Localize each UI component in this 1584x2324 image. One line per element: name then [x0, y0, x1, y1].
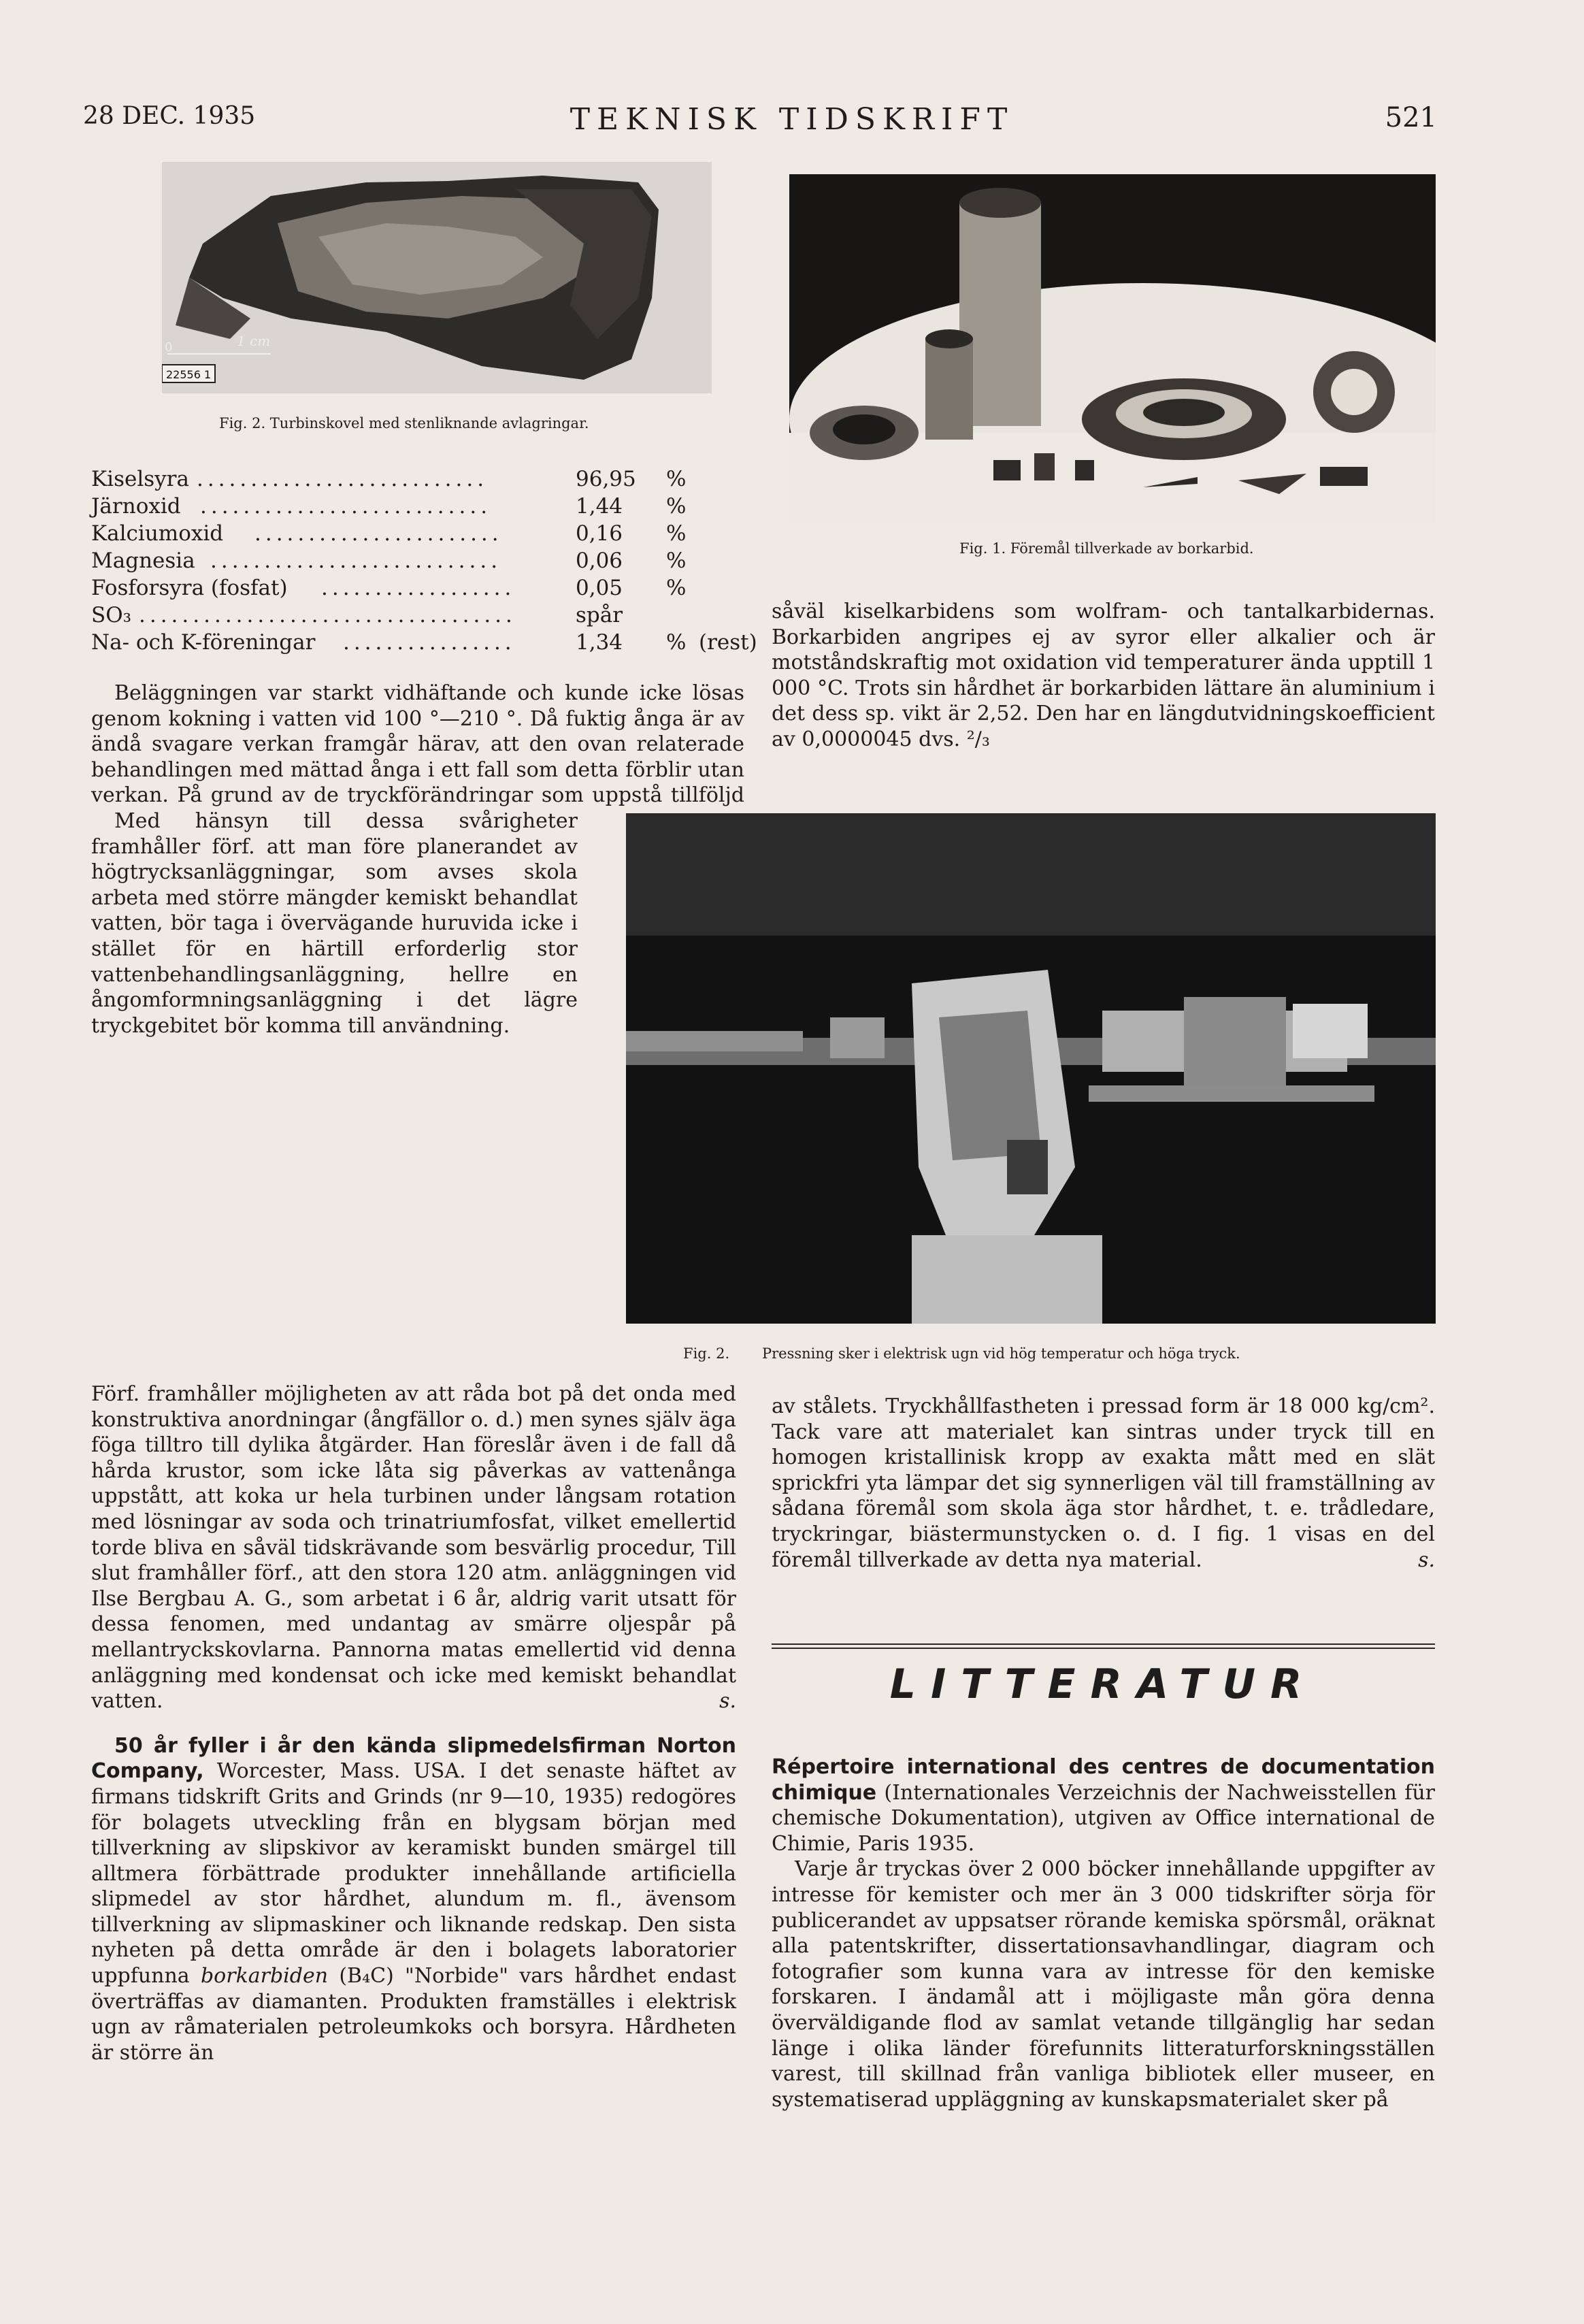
composition-row [91, 576, 772, 600]
press-image [626, 813, 1436, 1324]
row-value: 1,44 [576, 494, 623, 519]
composition-row [91, 549, 772, 573]
composition-row [91, 521, 772, 546]
electric-furnace-press-photo [626, 813, 1436, 1324]
row-unit: % [666, 576, 687, 600]
signature: s. [719, 1689, 736, 1714]
row-label: Fosforsyra (fosfat) [91, 576, 288, 600]
row-value: 96,95 [576, 467, 636, 491]
composition-row [91, 467, 772, 491]
row-label: Kalciumoxid [91, 521, 224, 546]
row-label: Järnoxid [91, 494, 181, 519]
leader-dots: ........................... [200, 494, 492, 519]
leader-dots: ................ [343, 630, 516, 655]
left-column-lower [91, 1381, 736, 2065]
journal-title: TEKNISK TIDSKRIFT [570, 102, 1014, 137]
right-column-upper [772, 599, 1435, 753]
objects-figure-caption: Fig. 1. Föremål tillverkade av borkarbid. [959, 540, 1254, 557]
section-rule-top [772, 1643, 1435, 1645]
row-value: 0,05 [576, 576, 623, 600]
turbine-blade-photo [162, 162, 712, 393]
row-value: spår [576, 603, 623, 627]
norton-paragraph: 50 år fyller i år den kända slipmedelsfirman Norton Company, Worcester, Mass. USA. I det senaste häftet av firmans tidskrift Grits and Grinds (nr 9—10, 1935) redogöres för bolagets utveckling från en blygsam början med tillverkning av slipskivor av keramiskt bunden smärgel till alltmera förbättrade produkter innehållande artificiella slipmedel av stor hårdhet, alundum m. fl., ävensom tillverkning av slipmaskiner och liknande redskap. Den sista nyheten på detta område är den i bolagets laboratorier uppfunna borkarbiden (B₄C) "Norbide" vars hårdhet endast överträffas av diamanten. Produkten framställes i elektrisk ugn av råmaterialen petroleumkoks och borsyra. Hårdheten är större än [91, 1733, 736, 2065]
leader-dots: ................................... [139, 603, 516, 627]
paragraph: såväl kiselkarbidens som wolfram- och tantalkarbidernas. Borkarbiden angripes ej av syror eller alkalier och är motståndskraftig mot oxidation vid temperaturer ända upptill 1 000 °C. Trots sin hårdhet är borkarbiden lättare än aluminium i det dess sp. vikt är 2,52. Den har en längdutvidningskoefficient av 0,0000045 dvs. ²/₃ [772, 600, 1435, 751]
paragraph: av stålets. Tryckhållfastheten i pressad form är 18 000 kg/cm². Tack vare att materialet kan sintras under tryck till en homogen kristallinisk kropp av exakta mått med en slät sprickfri yta lämpar det sig synnerligen väl till framställning av sådana föremål som skola äga stor hårdhet, t. e. trådledare, tryckringar, biästermunstycken o. d. I fig. 1 visas en del föremål tillverkade av detta nya material. s. [772, 1394, 1435, 1572]
signature: s. [1418, 1548, 1435, 1572]
composition-table [91, 467, 772, 664]
left-column-upper [91, 681, 744, 808]
row-unit: % [666, 521, 687, 546]
left-column-body [91, 808, 578, 1357]
section-title: LITTERATUR [889, 1660, 1317, 1708]
page-header [0, 102, 1584, 143]
turbine-figure-caption: Fig. 2. Turbinskovel med stenliknande avlagringar. [219, 415, 589, 431]
right-column-lower [772, 1754, 1435, 2112]
scale-label: 1 cm [237, 333, 271, 349]
review-title: Répertoire international des centres de documentation chimique [772, 1755, 1435, 1805]
row-label: Kiselsyra [91, 467, 189, 491]
row-label: Magnesia [91, 549, 195, 573]
row-value: 0,06 [576, 549, 623, 573]
issue-date: 28 DEC. 1935 [83, 102, 256, 130]
page-number: 521 [1385, 102, 1437, 133]
row-label: Na- och K-föreningar [91, 630, 316, 655]
row-unit: % [666, 630, 687, 655]
row-unit: % [666, 494, 687, 519]
leader-dots: ....................... [254, 521, 503, 546]
turbine-blade-image [162, 162, 712, 393]
row-note: (rest) [699, 630, 757, 655]
row-label: SO₃ [91, 603, 132, 627]
composition-row [91, 603, 772, 627]
norton-heading: 50 år fyller i år den kända slipmedelsfirman Norton Company, [91, 1733, 736, 1784]
paragraph: Varje år tryckas över 2 000 böcker innehållande uppgifter av intresse för kemister och mer än 3 000 tidskrifter sörja för publicerandet av uppsatser rörande kemiska spörsmål, oräknat alla patentskrifter, dissertationsavhandlingar, diagram och fotografier som kunna vara av intresse för den kemiske forskaren. I ändamål att i möjligaste mån göra denna överväldigande flod av samlat vetande tillgänglig har sedan länge i olika länder förefunnits litteraturforskningsställen varest, till skillnad från vanliga bibliotek eller museer, en systematiserad uppläggning av kunskapsmaterialet sker på [772, 1857, 1435, 2112]
composition-row [91, 630, 772, 655]
review-heading-paragraph: Répertoire international des centres de documentation chimique (Internationales Verzeichnis der Nachweisstellen für chemische Dokumentation), utgiven av Office international de Chimie, Paris 1935. [772, 1755, 1435, 1856]
objects-image [789, 174, 1436, 523]
leader-dots: ........................... [210, 549, 502, 573]
row-value: 0,16 [576, 521, 623, 546]
press-figure-caption-number: Fig. 2. [683, 1345, 730, 1362]
composition-row [91, 494, 772, 519]
paragraph: Förf. framhåller möjligheten av att råda bot på det onda med konstruktiva anordningar (ångfällor o. d.) men synes själv äga föga tilltro till dylika åtgärder. Han föreslår även i de fall då hårda krustor, som icke låta sig påverkas av vattenånga uppstått, att koka ur hela turbinen under långsam rotation med lösningar av soda och trinatriumfosfat, vilket emellertid torde bliva en såväl tidskrävande som besvärlig procedur, Till slut framhåller förf., att den stora 120 atm. anläggningen vid Ilse Bergbau A. G., som arbetat i 6 år, aldrig varit utsatt för dessa fenomen, med undantag av smärre oljespår på mellantryckskovlarna. Pannorna matas emellertid vid denna anläggning med kondensat och icke med kemiskt behandlat vatten. s. [91, 1382, 736, 1714]
leader-dots: ........................... [197, 467, 489, 491]
scale-zero: 0 [165, 340, 173, 355]
row-unit: % [666, 549, 687, 573]
plate-stamp: 22556 1 [166, 368, 212, 381]
press-figure-caption: Pressning sker i elektrisk ugn vid hög temperatur och höga tryck. [762, 1345, 1240, 1362]
row-unit: % [666, 467, 687, 491]
right-column-middle [772, 1394, 1435, 1573]
leader-dots: .................. [321, 576, 516, 600]
boron-carbide-objects-photo [789, 174, 1436, 523]
paragraph: Med hänsyn till dessa svårigheter framhåller förf. att man före planerandet av högtrycksanläggningar, som avses skola arbeta med större mängder kemiskt behandlat vatten, bör taga i övervägande huruvida icke i stället för en härtill erforderlig stor vattenbehandlingsanläggning, hellre en ångomformningsanläggning i det lägre tryckgebitet bör komma till användning. [91, 809, 578, 1038]
section-rule-top-2 [772, 1648, 1435, 1649]
paragraph: Beläggningen var starkt vidhäftande och kunde icke lösas genom kokning i vatten vid 100 °—210 °. Då fuktig ånga är av ändå svagare verkan framgår härav, att den ovan relaterade behandlingen med mättad ånga i ett fall som detta förblir utan verkan. På grund av de tryckförändringar som uppstå tillföljd [91, 681, 744, 808]
row-value: 1,34 [576, 630, 623, 655]
